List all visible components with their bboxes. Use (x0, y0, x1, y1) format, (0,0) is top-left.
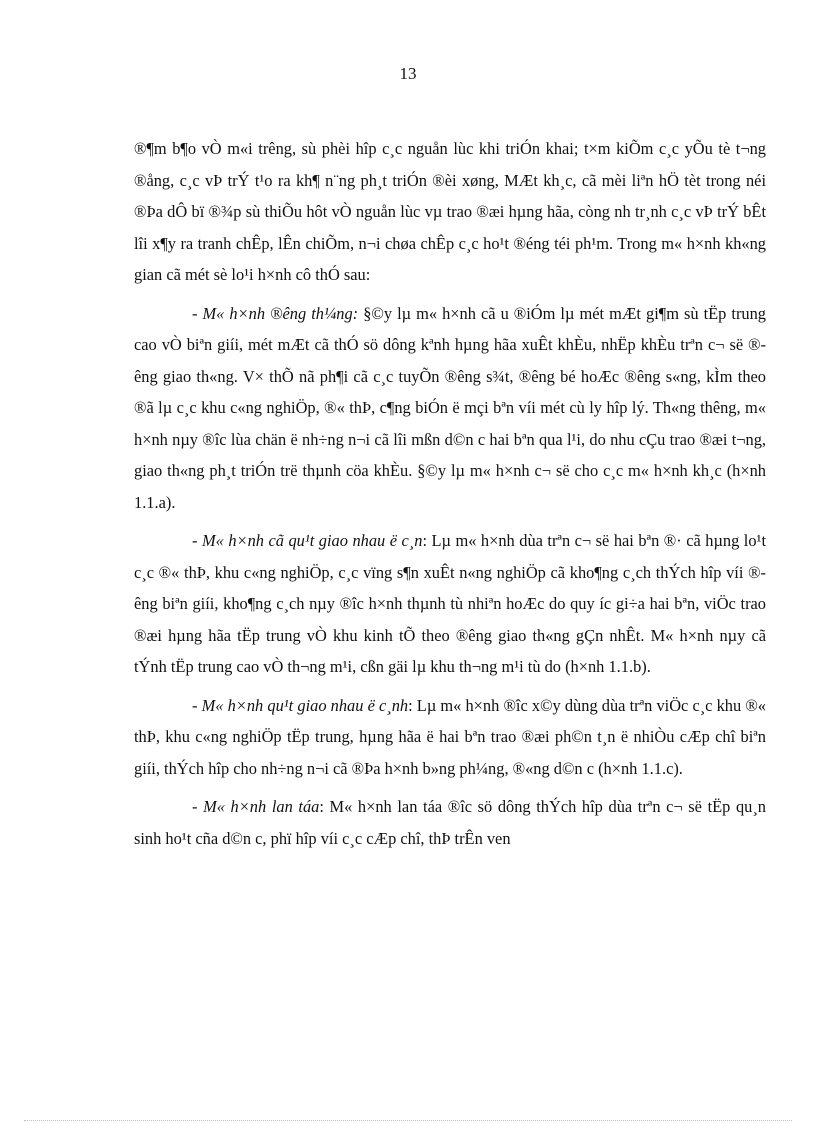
model-heading: - M« h×nh cã qu¹t giao nhau ë c¸n (192, 531, 423, 550)
page-bottom-rule (24, 1120, 792, 1121)
paragraph-diffusion-model (134, 791, 766, 854)
paragraph-text: : M« h×nh lan táa ®îc sö dông thÝch hîp dùa trªn c¬ së tËp qu¸n sinh ho¹t cña d©n c, phï hîp víi c¸c cÆp chî, thÞ trÊn ven (134, 797, 766, 848)
paragraph-text: ®¶m b¶o vÒ m«i trêng, sù phèi hîp c¸c nguån lùc khi triÓn khai; t×m kiÕm c¸c yÕu tè t¬ng ®ång, c¸c vÞ trÝ t¹o ra kh¶ n¨ng ph¸t triÓn ®èi xøng, MÆt kh¸c, cã mèi liªn hÖ tèt trong néi ®Þa dÔ bï ®¾p sù thiÕu hôt vÒ nguån lùc vµ trao ®æi hµng hãa, còng nh tr¸nh c¸c vÞ trÝ bÊt lîi x¶y ra tranh chÊp, lÊn chiÕm, n¬i chøa chÊp c¸c ho¹t ®éng téi ph¹m. Trong m« h×nh kh«ng gian cã mét sè lo¹i h×nh cô thÓ sau: (134, 139, 766, 284)
paragraph-text: : Lµ m« h×nh ®îc x©y dùng dùa trªn viÖc c¸c khu ®« thÞ, khu c«ng nghiÖp tËp trung, hµng hãa ë hai bªn trao ®æi ph©n t¸n ë nhiÒu cÆp chî biªn giíi, thÝch hîp cho nh÷ng n¬i cã ®Þa h×nh b»ng ph¼ng, ®«ng d©n c (h×nh 1.1.c). (134, 695, 766, 778)
paragraph-text: : Lµ m« h×nh dùa trªn c¬ së hai bªn ®· cã hµng lo¹t c¸c ®« thÞ, khu c«ng nghiÖp, c¸c vïng s¶n xuÊt n«ng nghiÖp cã kho¶ng c¸ch thÝch hîp víi ®êng biªn giíi, kho¶ng c¸ch nµy ®îc h×nh thµnh tù nhiªn hoÆc do quy íc gi÷a hai bªn, viÖc trao ®æi hµng hãa tËp trung vÒ khu kinh tÕ theo ®êng giao th«ng gÇn nhÊt. M« h×nh nµy cã tÝnh tËp trung cao vÒ th¬ng m¹i, cßn gäi lµ khu th¬ng m¹i tù do (h×nh 1.1.b). (134, 531, 766, 676)
paragraph-straight-line-model (134, 298, 766, 519)
model-heading: - M« h×nh ®êng th¼ng: (192, 303, 364, 323)
body-text (134, 133, 766, 854)
model-heading: - M« h×nh qu¹t giao nhau ë c¸nh (192, 695, 409, 715)
model-heading: - M« h×nh lan táa (192, 797, 320, 816)
paragraph-fan-crossing-model (134, 525, 766, 683)
paragraph-text: §©y lµ m« h×nh cã u ®iÓm lµ mét mÆt gi¶m sù tËp trung cao vÒ biªn giíi, mét mÆt cã thÓ sö dông kªnh hµng hãa xuÊt khÈu, nhËp khÈu trªn c¬ së ®êng giao th«ng. V× thÕ nã ph¶i cã c¸c tuyÕn ®êng s¾t, ®êng bé hoÆc ®êng s«ng, kÌm theo ®ã lµ c¸c khu c«ng nghiÖp, ®« thÞ, c¶ng biÓn ë mçi bªn víi mét cù ly hîp lý. Th«ng thêng, m« h×nh nµy ®îc lùa chän ë nh÷ng n¬i cã lîi mßn d©n c hai bªn qua l¹i, do nhu cÇu trao ®æi t¬ng, giao th«ng ph¸t triÓn trë thµnh cöa khÈu. §©y lµ m« h×nh c¬ së cho c¸c m« h×nh kh¸c (h×nh 1.1.a). (134, 303, 766, 512)
paragraph-fan-wing-model (134, 690, 766, 785)
paragraph-intro (134, 133, 766, 291)
page-number: 13 (399, 64, 417, 83)
